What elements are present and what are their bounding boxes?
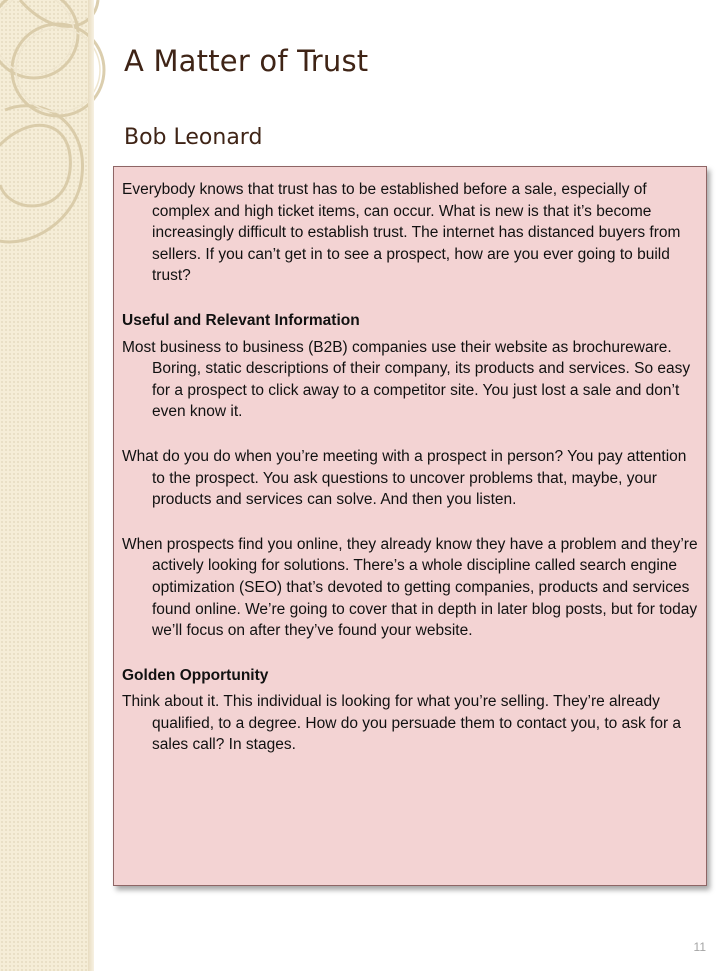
page-number: 11 bbox=[693, 940, 706, 954]
golden-opportunity-paragraph: Think about it. This individual is looking for what you’re selling. They’re already qualified, to a degree. How do you persuade them to contact you, to ask for a sales call? In stages. bbox=[122, 693, 682, 754]
section-heading-golden-opportunity: Golden Opportunity bbox=[122, 666, 269, 684]
author-name: Bob Leonard bbox=[124, 125, 263, 150]
online-prospects-paragraph: When prospects find you online, they already know they have a problem and they’re actively looking for solutions. There’s a whole discipline called search engine optimization (SEO) that’s devoted to getting companies, products and services found online. We’re going to cover that in depth in later blog posts, but for today we’ll focus on after they’ve found your website. bbox=[122, 535, 698, 640]
in-person-paragraph: What do you do when you’re meeting with a prospect in person? You pay attention to the prospect. You ask questions to uncover problems that, maybe, your products and services can solve. And then you listen. bbox=[122, 447, 687, 509]
intro-paragraph: Everybody knows that trust has to be established before a sale, especially of complex and high ticket items, can occur. What is new is that it’s become increasingly difficult to establish trust. The internet has distanced buyers from sellers. If you can’t get in to see a prospect, how are you ever going to build trust? bbox=[122, 181, 681, 285]
section-heading-useful-information: Useful and Relevant Information bbox=[122, 311, 360, 329]
slide-title: A Matter of Trust bbox=[124, 44, 369, 78]
content-box bbox=[113, 166, 707, 886]
side-divider bbox=[88, 0, 94, 971]
b2b-paragraph: Most business to business (B2B) companies use their website as brochureware. Boring, static descriptions of their company, its products and services. So easy for a prospect to click away to a competitor site. You just lost a sale and don’t even know it. bbox=[122, 338, 691, 421]
